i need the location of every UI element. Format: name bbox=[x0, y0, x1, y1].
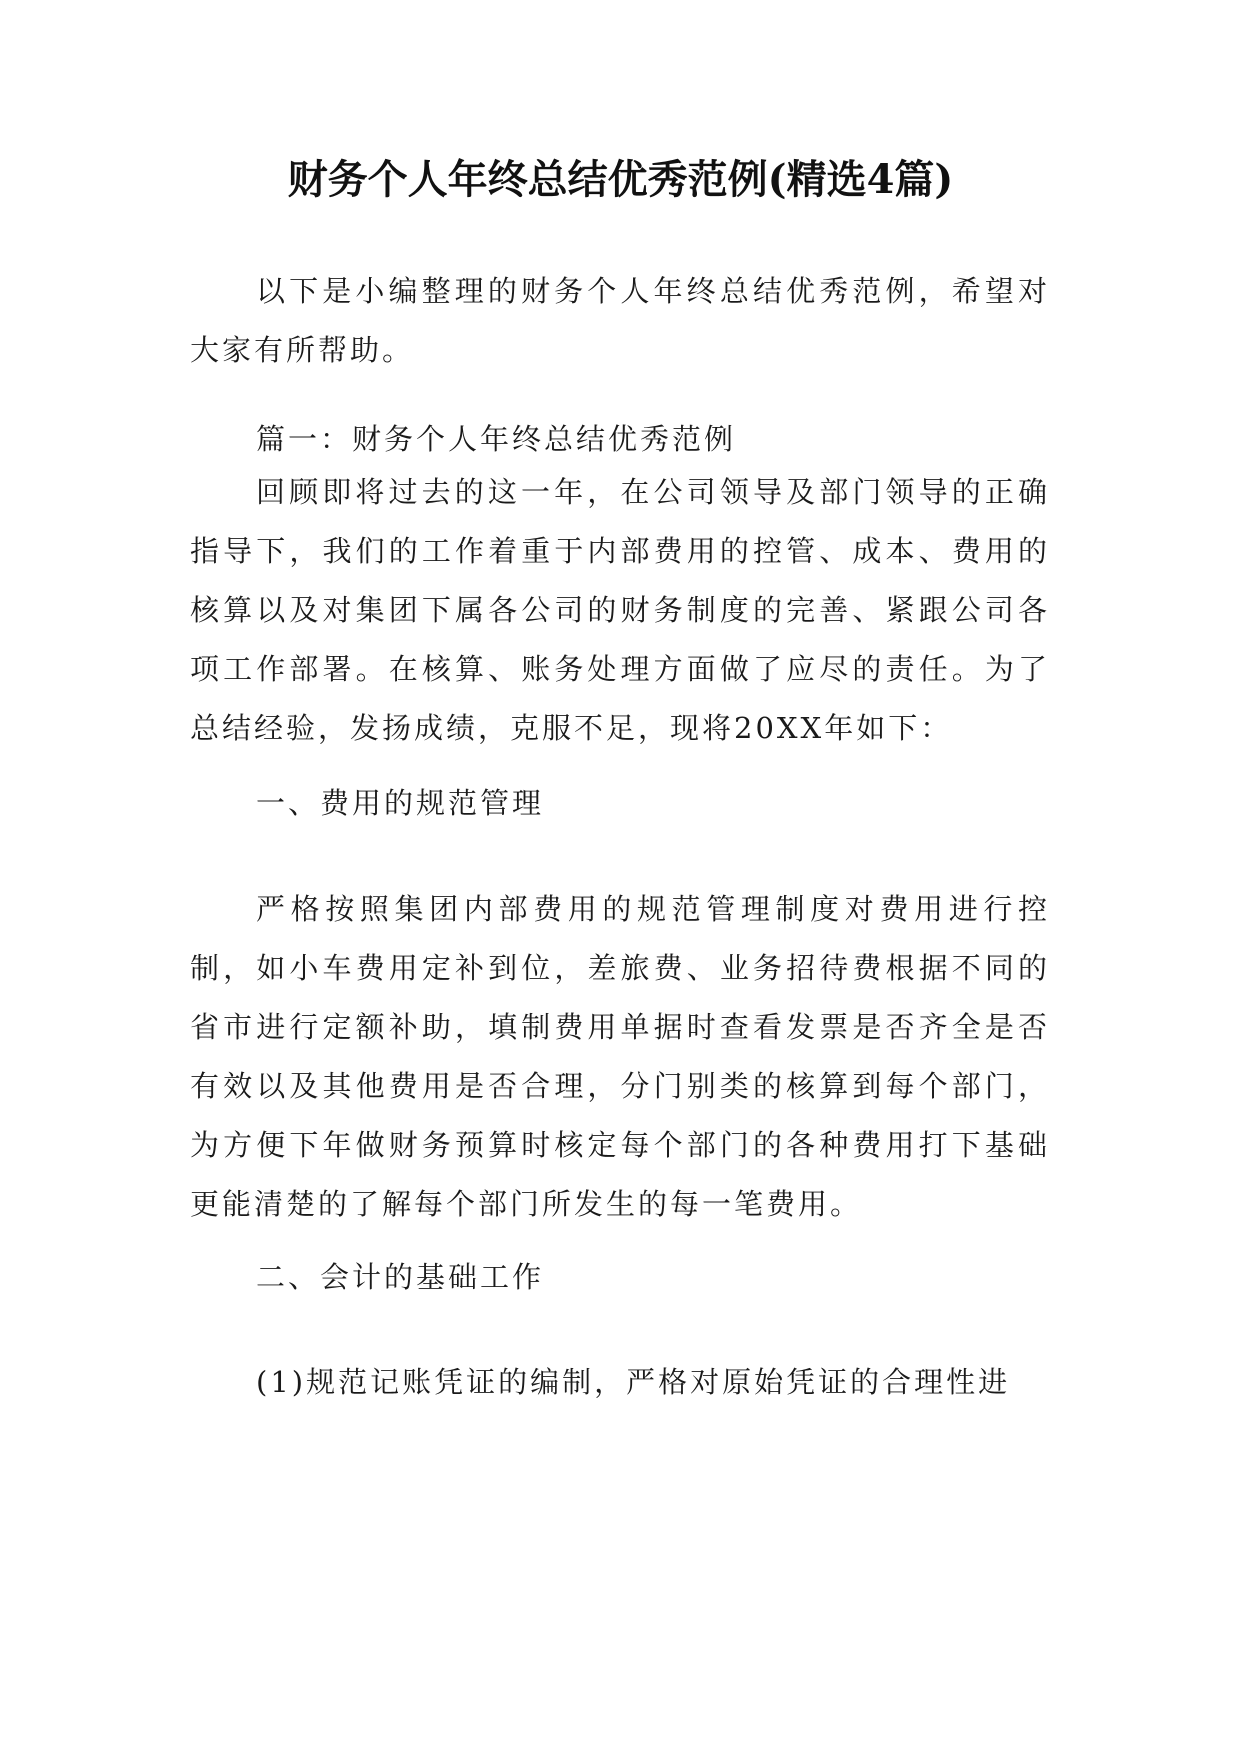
section-heading-1: 一、费用的规范管理 bbox=[256, 786, 545, 820]
chapter-heading: 篇一：财务个人年终总结优秀范例 bbox=[256, 422, 737, 456]
chapter-intro-paragraph: 回顾即将过去的这一年，在公司领导及部门领导的正确指导下，我们的工作着重于内部费用的控管、成本、费用的核算以及对集团下属各公司的财务制度的完善、紧跟公司各项工作部署。在核算、账务处理方面做了应尽的责任。为了总结经验，发扬成绩，克服不足，现将20XX年如下： bbox=[190, 475, 1050, 745]
section-1-paragraph: 严格按照集团内部费用的规范管理制度对费用进行控制，如小车费用定补到位，差旅费、业务招待费根据不同的省市进行定额补助，填制费用单据时查看发票是否齐全是否有效以及其他费用是否合理，分门别类的核算到每个部门，为方便下年做财务预算时核定每个部门的各种费用打下基础更能清楚的了解每个部门所发生的每一笔费用。 bbox=[190, 892, 1050, 1221]
section-2-item-1: (1)规范记账凭证的编制，严格对原始凭证的合理性进 bbox=[256, 1365, 1011, 1399]
document-title: 财务个人年终总结优秀范例(精选4篇) bbox=[287, 156, 954, 203]
intro-paragraph: 以下是小编整理的财务个人年终总结优秀范例，希望对大家有所帮助。 bbox=[190, 274, 1050, 367]
section-heading-2: 二、会计的基础工作 bbox=[256, 1260, 545, 1294]
